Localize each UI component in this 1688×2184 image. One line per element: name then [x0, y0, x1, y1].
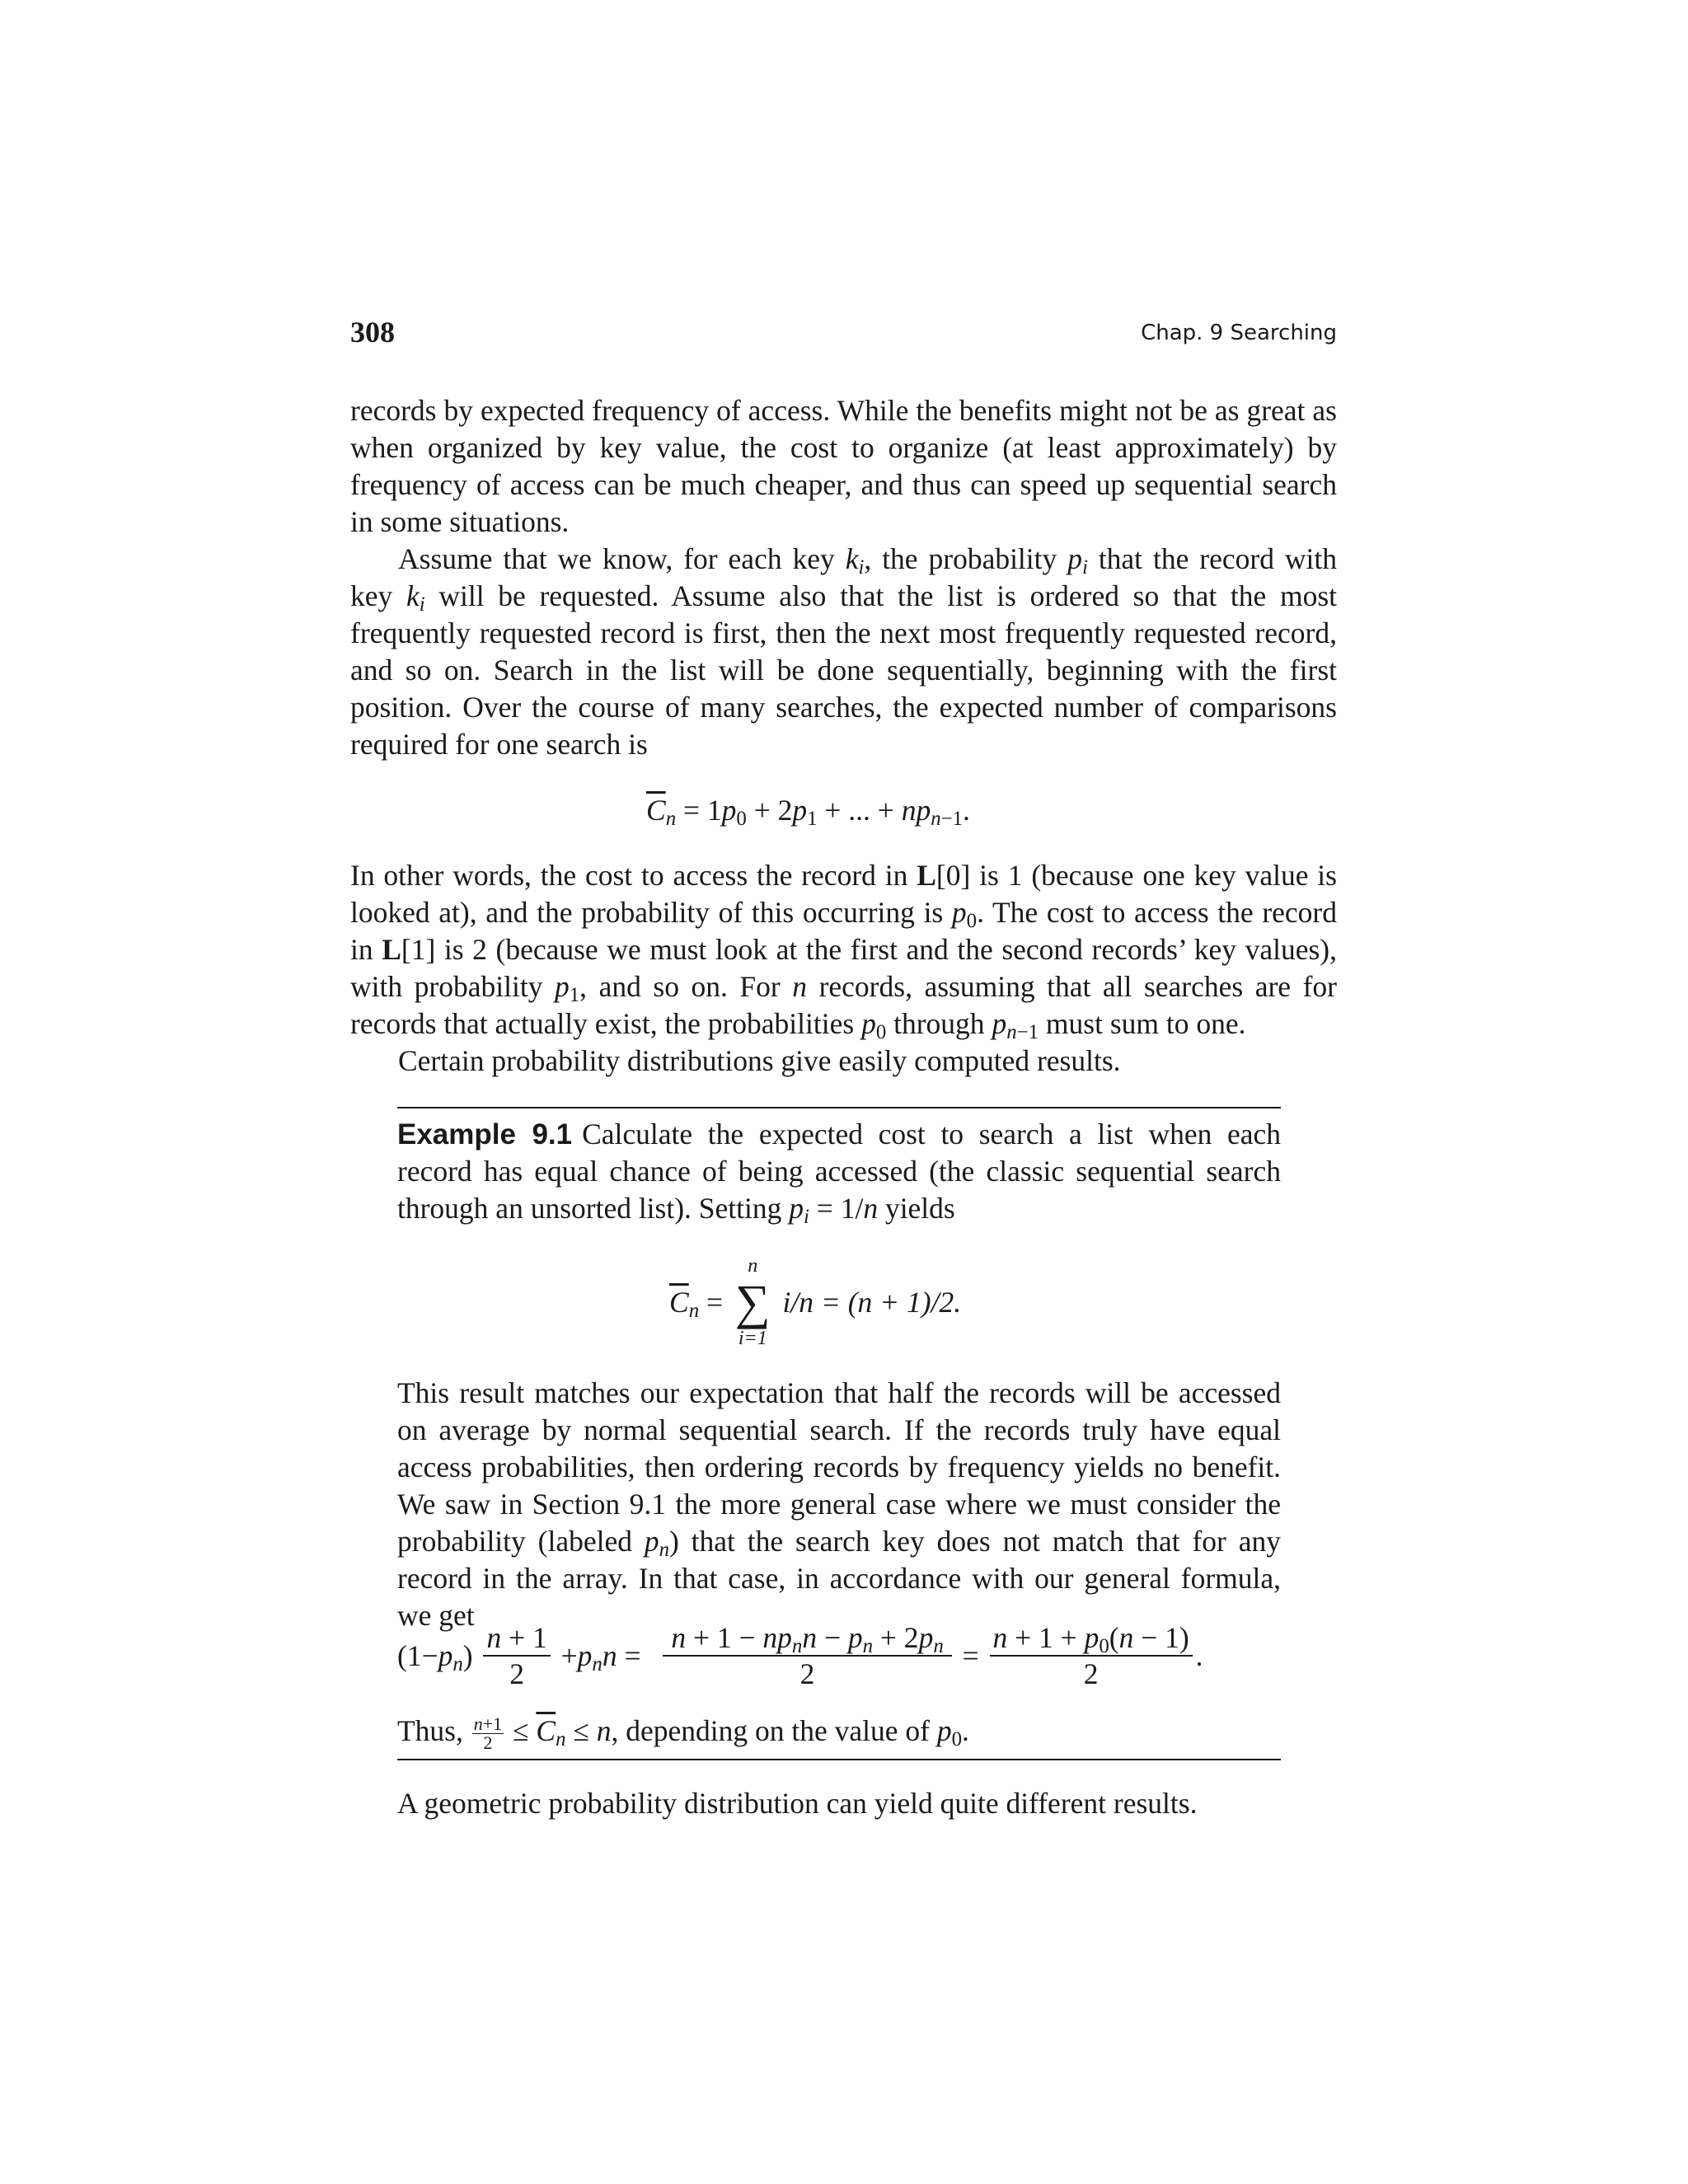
paragraph-3 [350, 857, 1337, 1080]
example-top-rule [397, 1107, 1281, 1108]
paragraph-2 [350, 541, 1337, 763]
page-number: 308 [350, 316, 395, 349]
example-conclusion [397, 1713, 1281, 1752]
summation-symbol: n ∑ i=1 [734, 1255, 771, 1349]
closing-paragraph [397, 1785, 1281, 1822]
equation-general: $(1-p_n)$ $\frac{n + 1}{2}$ $+p_nn$ = $\frac{n + 1 - np_nn - p_n + 2p_n}{2}$ = $\frac{n + 1 + p_0(n - 1)}{2}$ . [397, 1621, 1203, 1690]
example-label: Example 9.1 [397, 1118, 573, 1151]
paragraph-1 [350, 392, 1337, 541]
running-head: Chap. 9 Searching [1141, 321, 1337, 345]
example-body-text: This result matches our expectation that half the records will be accessed on average by normal sequential search. If the records truly have equal access probabilities, then ordering records by frequency yields no benefit. We saw in Section 9.1 the more general case where we must consider the probability (labeled $p_n$) that the search key does not match that for any record in the array. In that case, in accordance with our general formula, we get [397, 1376, 1281, 1632]
fraction-3: $\frac{n + 1 + p_0(n - 1)}{2}$ [990, 1620, 1193, 1691]
paragraph-2-text: Assume that we know, for each key $k_i$, the probability $p_i$ that the record with key $k_i$ will be requested. Assume also that the list is ordered so that the most frequently requested record is first, then the next most frequently requested record, and so on. Search in the list will be done sequentially, beginning with the first position. Over the course of many searches, the expected number of comparisons required for one search is [350, 542, 1337, 761]
paragraph-1-text: records by expected frequency of access. While the benefits might not be as great as when organized by key value, the cost to organize (at least approximately) by frequency of access can be much cheaper, and thus can speed up sequential search in some situations. [350, 394, 1337, 538]
example-conclusion-text: Thus, $\frac{n+1}{2}$ ≤ $\overline{C}_n \le n$, depending on the value of $p_0$. [397, 1713, 969, 1754]
example-bottom-rule [397, 1759, 1281, 1760]
example-intro [397, 1116, 1281, 1227]
paragraph-3-text: In other words, the cost to access the record in L[0] is 1 (because one key value is looked at), and the probability of this occurring is $p_0$. The cost to access the record in L[1] is 2 (because we must look at the first and the second records’ key values), with probability $p_1$, and so on. For n records, assuming that all searches are for records that actually exist, the probabilities $p_0$ through $p_{n-1}$ must sum to one. [350, 859, 1338, 1044]
example-body [397, 1375, 1281, 1634]
fraction-1: $\frac{n + 1}{2}$ [483, 1620, 550, 1691]
equation-expected-cost: $\overline{C}_n = 1p_0 + 2p_1$ + ... + $np_{n-1}$. [646, 794, 970, 831]
example-intro-text: Example 9.1 Calculate the expected cost to search a list when each record has equal chance of being accessed (the classic sequential search through an unsorted list). Setting $p_i = 1/n$ yields [397, 1118, 1282, 1229]
fraction-2: $\frac{n + 1 - np_nn - p_n + 2p_n}{2}$ [663, 1620, 951, 1691]
equation-sum: $\overline{C}_n$ = n ∑ i=1 i/n = (n + 1)/2. [669, 1255, 962, 1349]
closing-text: A geometric probability distribution can yield quite different results. [397, 1787, 1198, 1820]
paragraph-4-text: Certain probability distributions give easily computed results. [398, 1044, 1121, 1077]
